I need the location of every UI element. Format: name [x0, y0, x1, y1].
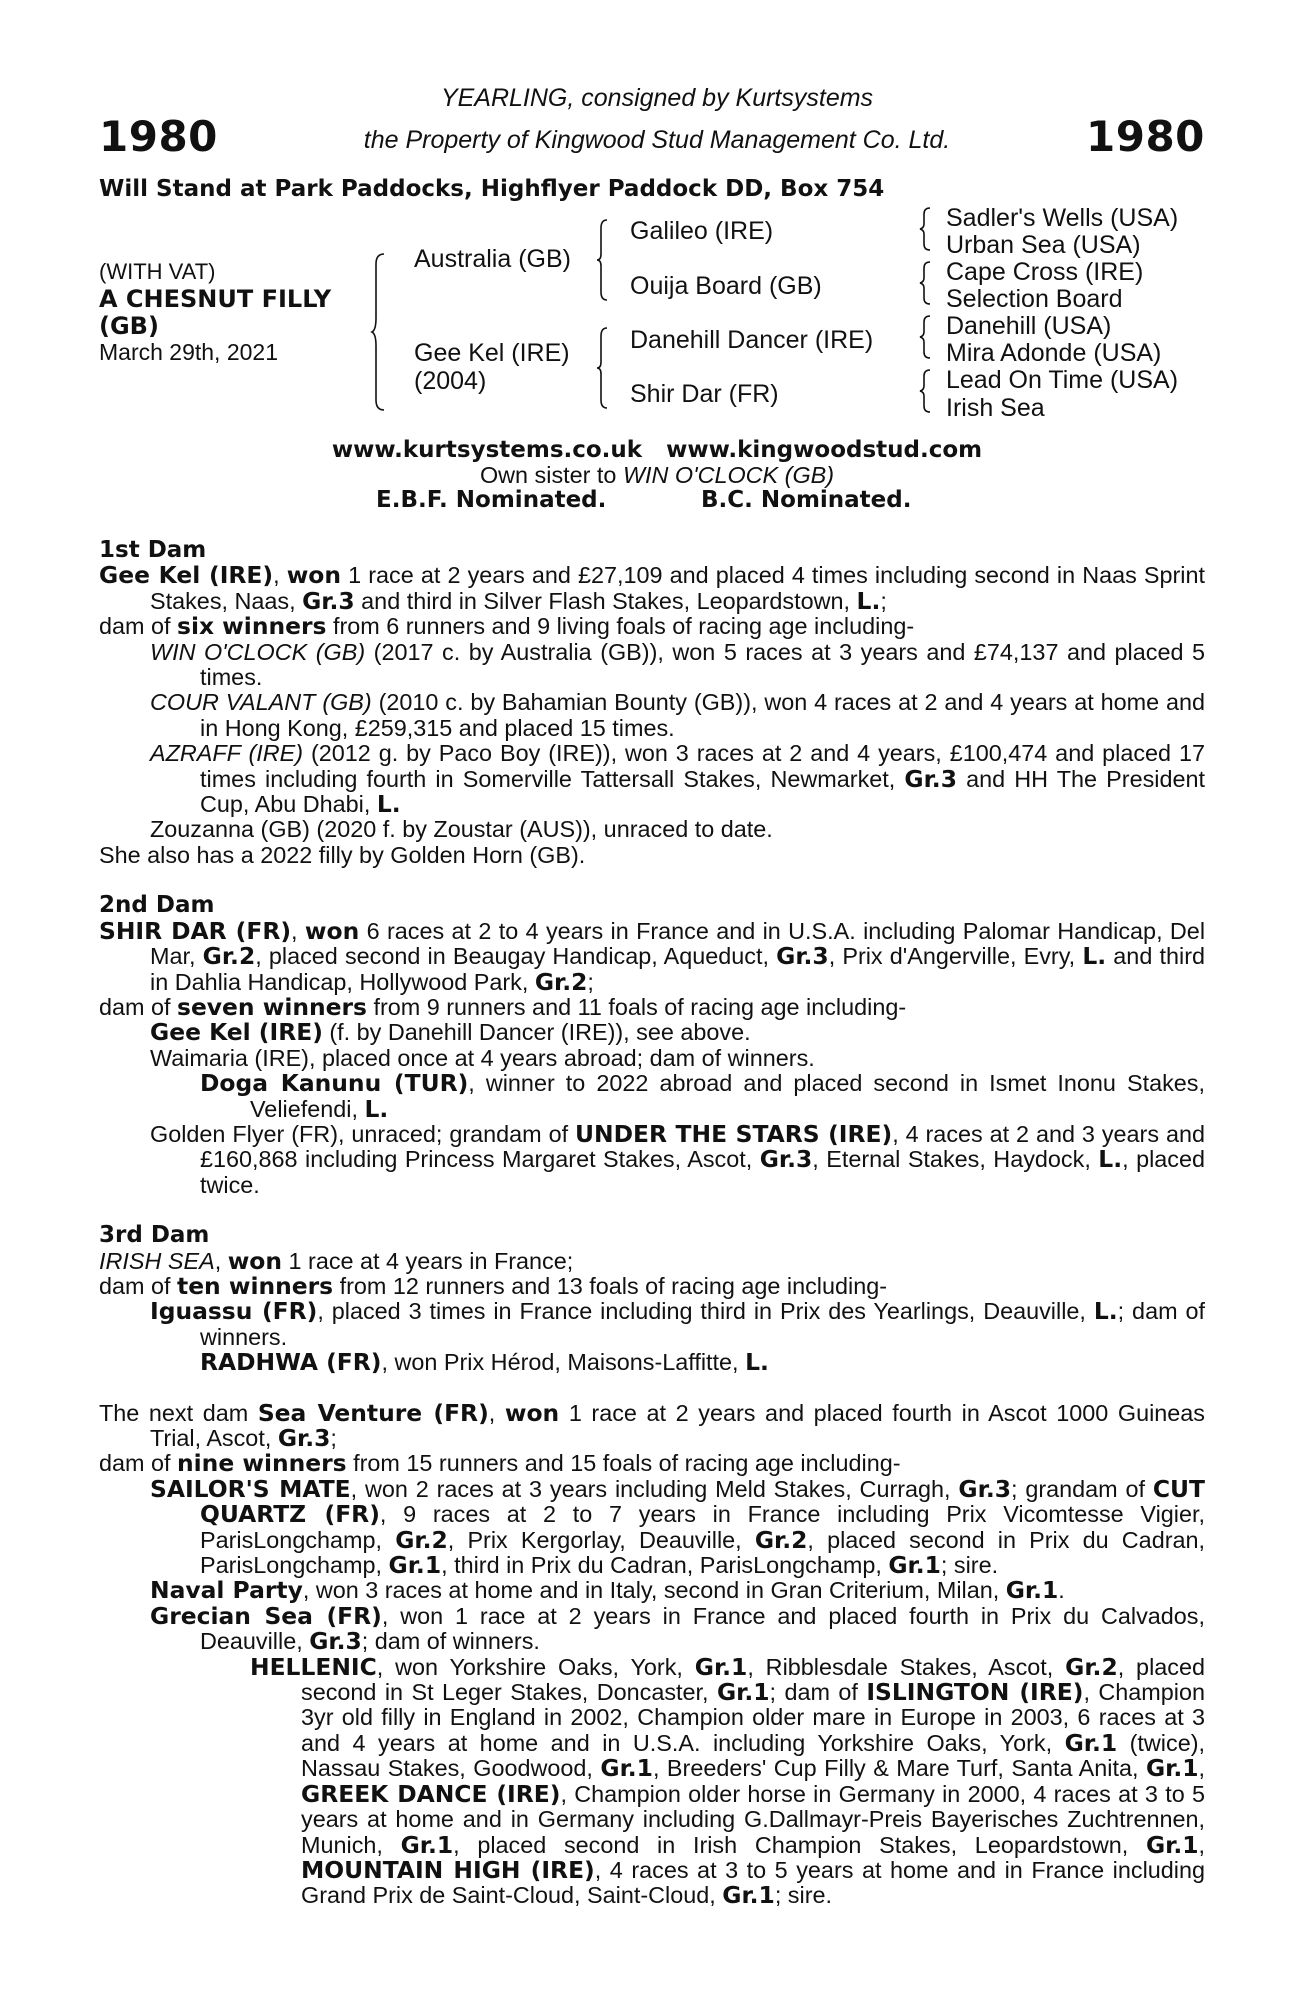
text-run: ,	[273, 562, 287, 589]
next-dam-record	[99, 1398, 1206, 1452]
text-run: 1 race at 2 years and placed fourth in Ascot 1000 Guineas Trial, Ascot,	[150, 1399, 1206, 1451]
bold-run: L.	[856, 586, 881, 615]
text-run: ; grandam of	[1010, 1475, 1153, 1502]
bold-run: Gr.1	[722, 1881, 775, 1910]
italic-run: IRISH SEA	[99, 1247, 215, 1274]
text-run: , placed twice.	[200, 1146, 1205, 1198]
text-run: , 4 races at 3 to 5 years at home and in France including Grand Prix de Saint-Cloud, Saint-Cloud,	[301, 1856, 1206, 1909]
italic-run: AZRAFF (IRE)	[150, 740, 304, 767]
bold-run: Grecian Sea (FR)	[150, 1601, 382, 1630]
bold-run: Gr.2	[202, 942, 256, 971]
text-run: , won 1 race at 2 years in France and placed fourth in Prix du Calvados, Deauville,	[200, 1602, 1205, 1655]
text-run: , 9 races at 2 to 7 years in France including Prix Vicomtesse Vigier, ParisLongchamp,	[200, 1501, 1205, 1553]
text-run: ; sire.	[940, 1552, 999, 1579]
bold-run: Sea Venture (FR)	[257, 1398, 489, 1427]
text-run: , Prix Kergorlay, Deauville,	[447, 1526, 755, 1553]
text-run: , won 2 races at 3 years including Meld Stakes, Curragh,	[350, 1475, 959, 1502]
text-run: and third in Dahlia Handicap, Hollywood Park,	[150, 943, 1205, 995]
second-dam-heading: 2nd Dam	[99, 892, 215, 919]
bold-run: RADHWA (FR)	[200, 1348, 382, 1377]
grand-sire-2: Cape Cross (IRE)	[946, 258, 1144, 286]
bold-run: seven winners	[177, 992, 367, 1021]
produce-grecian-sea	[99, 1601, 1205, 1656]
bold-run: SHIR DAR (FR)	[99, 916, 292, 945]
text-run: , 4 races at 2 and 3 years and £160,868 including Princess Margaret Stakes, Ascot,	[200, 1120, 1205, 1173]
bold-run: L.	[745, 1348, 769, 1377]
third-dam-produce-summary	[99, 1271, 1205, 1300]
first-dam-record	[99, 563, 1205, 614]
own-sister-line	[0, 462, 1314, 489]
produce-doga-kanunu	[99, 1071, 1205, 1122]
text-run: from 15 runners and 15 foals of racing age including-	[346, 1450, 901, 1477]
text-run: (f. by Danehill Dancer (IRE)), see above.	[322, 1019, 751, 1046]
bc-nominated: B.C. Nominated.	[701, 487, 912, 513]
italic-run: WIN O'CLOCK (GB)	[150, 638, 366, 665]
bold-run: Gr.1	[1064, 1728, 1118, 1757]
text-run: dam of	[99, 613, 178, 640]
text-run: ; sire.	[774, 1882, 832, 1909]
produce-waimaria	[99, 1046, 1205, 1071]
produce-sailors-mate	[99, 1474, 1206, 1580]
text-run: The next dam	[99, 1399, 258, 1426]
first-dam-produce-summary	[99, 614, 1205, 639]
bold-run: SAILOR'S MATE	[150, 1474, 351, 1503]
text-run: (2010 c. by Bahamian Bounty (GB)), won 4 races at 2 and 4 years at home and in Hong Kong, £259,315 and placed 15 times.	[200, 689, 1205, 741]
bold-run: HELLENIC	[250, 1652, 377, 1681]
bold-run: Gr.1	[388, 1551, 442, 1580]
next-dam-produce-summary	[99, 1451, 1205, 1476]
bold-run: Gr.1	[1145, 1754, 1199, 1783]
sire-sire-name: Galileo (IRE)	[630, 217, 774, 245]
bold-run: Gr.1	[1145, 1830, 1199, 1859]
bold-run: Gr.2	[754, 1525, 808, 1554]
dam-sire-name: Danehill Dancer (IRE)	[630, 326, 874, 354]
consignment-line: YEARLING, consigned by Kurtsystems	[440, 84, 874, 112]
pedigree-bracket-g4	[920, 368, 934, 414]
own-sister-prefix: Own sister to	[479, 462, 623, 488]
text-run: ,	[214, 1247, 228, 1274]
text-run: , placed second in St Leger Stakes, Doncaster,	[301, 1653, 1205, 1706]
bold-run: Gr.1	[1005, 1576, 1059, 1605]
bold-run: UNDER THE STARS (IRE)	[575, 1119, 893, 1148]
horse-name-line1: A CHESNUT FILLY	[99, 285, 332, 313]
text-run: ;	[880, 587, 887, 614]
text-run: , won Yorkshire Oaks, York,	[376, 1653, 695, 1680]
produce-azraff	[99, 741, 1205, 817]
produce-naval-party	[99, 1578, 1205, 1603]
grand-dam-1: Urban Sea (USA)	[946, 231, 1141, 259]
text-run: ,	[488, 1399, 505, 1426]
text-run: (2017 c. by Australia (GB)), won 5 races at 3 years and £74,137 and placed 5 times.	[200, 638, 1205, 691]
text-run: , Eternal Stakes, Haydock,	[812, 1146, 1099, 1173]
pedigree-bracket-main	[372, 252, 392, 412]
pedigree-bracket-g2	[920, 260, 934, 306]
text-run: , won 3 races at home and in Italy, second in Gran Criterium, Milan,	[302, 1577, 1006, 1604]
bold-run: Gr.3	[302, 586, 355, 615]
pedigree-bracket-g1	[920, 206, 934, 252]
text-run: dam of	[99, 1450, 178, 1477]
text-run: ; dam of	[769, 1679, 867, 1706]
bold-run: Gr.3	[277, 1424, 331, 1452]
website-links: www.kurtsystems.co.uk www.kingwoodstud.com	[331, 437, 983, 463]
pedigree-bracket-g3	[920, 314, 934, 360]
produce-zouzanna	[99, 817, 1205, 842]
dam-name: Gee Kel (IRE)	[414, 339, 570, 367]
text-run: , Champion older horse in Germany in 2000, 4 races at 3 to 5 years at home and in Germany including G.Dallmayr-Preis Bayerisches Zuchtrennen, Munich,	[301, 1780, 1205, 1858]
bold-run: L.	[364, 1094, 389, 1123]
grand-sire-3: Danehill (USA)	[946, 312, 1112, 340]
sire-name: Australia (GB)	[414, 245, 571, 273]
bold-run: Gr.2	[395, 1525, 448, 1554]
text-run: ;	[330, 1425, 337, 1451]
text-run: , placed second in Beaugay Handicap, Aqueduct,	[255, 943, 777, 970]
lot-number-left: 1980	[99, 112, 218, 161]
text-run: dam of	[99, 1272, 178, 1299]
bold-run: six winners	[177, 612, 327, 641]
produce-iguassu	[99, 1299, 1205, 1350]
bold-run: Gr.2	[1065, 1652, 1118, 1681]
text-run: ;	[587, 968, 594, 995]
text-run: 1 race at 4 years in France;	[282, 1247, 574, 1274]
produce-hellenic	[99, 1652, 1206, 1910]
produce-golden-flyer	[99, 1119, 1205, 1198]
text-run: from 9 runners and 11 foals of racing age including-	[366, 993, 907, 1020]
sire-dam-name: Ouija Board (GB)	[630, 272, 822, 300]
bold-run: Gr.3	[958, 1474, 1011, 1503]
text-run: 1 race at 2 years and £27,109 and placed 4 times including second in Naas Sprint Stakes, Naas,	[150, 562, 1205, 614]
own-sister-name: WIN O'CLOCK (GB)	[622, 462, 835, 488]
bold-run: won	[304, 916, 360, 945]
bold-run: Gee Kel (IRE)	[99, 561, 274, 590]
property-line: the Property of Kingwood Stud Management Co. Ltd.	[363, 126, 951, 154]
catalogue-text	[99, 538, 1205, 1909]
produce-gee-kel	[99, 1020, 1205, 1045]
text-run: dam of	[99, 993, 178, 1020]
grand-dam-4: Irish Sea	[946, 394, 1045, 422]
dam-dam-name: Shir Dar (FR)	[630, 380, 779, 408]
grand-sire-4: Lead On Time (USA)	[946, 366, 1179, 394]
bold-run: L.	[1093, 1297, 1118, 1326]
text-run: She also has a 2022 filly by Golden Horn (GB).	[99, 841, 586, 868]
bold-run: Gr.3	[759, 1145, 813, 1174]
text-run: , winner to 2022 abroad and placed second in Ismet Inonu Stakes, Veliefendi,	[250, 1070, 1205, 1122]
bold-run: Gr.1	[600, 1754, 653, 1783]
text-run: Zouzanna (GB) (2020 f. by Zoustar (AUS)), unraced to date.	[150, 816, 773, 843]
text-run: ; dam of winners.	[200, 1298, 1205, 1350]
grand-dam-2: Selection Board	[946, 285, 1123, 313]
second-dam-produce-summary	[99, 992, 1205, 1021]
ebf-nominated: E.B.F. Nominated.	[376, 487, 607, 513]
text-run: and third in Silver Flash Stakes, Leopardstown,	[354, 587, 857, 614]
bold-run: L.	[1082, 942, 1107, 971]
grand-dam-3: Mira Adonde (USA)	[946, 339, 1162, 367]
third-dam-record	[99, 1246, 1205, 1275]
pedigree-bracket-dam	[597, 326, 613, 410]
bold-run: won	[504, 1398, 560, 1427]
text-run: Golden Flyer (FR), unraced; grandam of	[150, 1120, 575, 1147]
stabling-line: Will Stand at Park Paddocks, Highflyer Paddock DD, Box 754	[99, 176, 885, 202]
grand-sire-1: Sadler's Wells (USA)	[946, 204, 1179, 232]
italic-run: COUR VALANT (GB)	[150, 689, 372, 716]
bold-run: nine winners	[177, 1449, 347, 1478]
bold-run: Gr.3	[309, 1627, 362, 1656]
text-run: , third in Prix du Cadran, ParisLongchamp,	[441, 1552, 889, 1579]
lot-number-right: 1980	[1086, 112, 1205, 161]
text-run: .	[1058, 1577, 1065, 1604]
text-run: (2012 g. by Paco Boy (IRE)), won 3 races at 2 and 4 years, £100,474 and placed 17 times including fourth in Somerville Tattersall Stakes, Newmarket,	[200, 740, 1205, 792]
text-run: from 12 runners and 13 foals of racing age including-	[333, 1272, 888, 1299]
text-run: 6 races at 2 to 4 years in France and in U.S.A. including Palomar Handicap, Del Mar,	[150, 917, 1206, 970]
text-run: ; dam of winners.	[361, 1628, 540, 1655]
bold-run: Gr.2	[534, 967, 588, 996]
dam-year: (2004)	[414, 367, 487, 395]
bold-run: L.	[1098, 1145, 1123, 1174]
text-run: , won Prix Hérod, Maisons-Laffitte,	[381, 1349, 746, 1376]
bold-run: Gr.1	[400, 1830, 454, 1859]
text-run: from 6 runners and 9 living foals of racing age including-	[326, 613, 915, 640]
text-run: , Breeders' Cup Filly & Mare Turf, Santa Anita,	[652, 1755, 1146, 1782]
bold-run: GREEK DANCE (IRE)	[301, 1779, 561, 1808]
bold-run: won	[227, 1246, 283, 1275]
produce-cour-valant	[99, 690, 1205, 741]
bold-run: CUT QUARTZ (FR)	[200, 1474, 1206, 1529]
third-dam-heading: 3rd Dam	[99, 1222, 210, 1249]
bold-run: Doga Kanunu (TUR)	[200, 1069, 469, 1098]
text-run: ,	[1198, 1831, 1205, 1858]
bold-run: ISLINGTON (IRE)	[866, 1678, 1084, 1707]
bold-run: Gr.1	[888, 1551, 941, 1580]
text-run: ,	[1198, 1755, 1205, 1782]
text-run: Waimaria (IRE), placed once at 4 years abroad; dam of winners.	[150, 1044, 815, 1071]
foaling-date: March 29th, 2021	[99, 339, 279, 365]
bold-run: Iguassu (FR)	[150, 1297, 318, 1326]
produce-2022-filly	[99, 843, 1205, 868]
text-run: , placed second in Prix du Cadran, ParisLongchamp,	[200, 1526, 1206, 1579]
first-dam-heading: 1st Dam	[99, 537, 207, 563]
bold-run: Gr.1	[694, 1652, 748, 1681]
bold-run: Gr.3	[776, 942, 829, 971]
bold-run: Gr.3	[904, 764, 957, 793]
text-run: , Prix d'Angerville, Evry,	[828, 943, 1083, 970]
text-run: , Ribblesdale Stakes, Ascot,	[747, 1653, 1066, 1680]
text-run: (twice), Nassau Stakes, Goodwood,	[301, 1729, 1205, 1782]
bold-run: Naval Party	[150, 1576, 303, 1605]
bold-run: Gee Kel (IRE)	[150, 1018, 323, 1047]
second-dam-record	[99, 916, 1206, 996]
bold-run: ten winners	[177, 1271, 334, 1300]
bold-run: MOUNTAIN HIGH (IRE)	[301, 1855, 595, 1884]
bold-run: Gr.1	[716, 1678, 770, 1707]
text-run: ,	[291, 917, 305, 944]
pedigree-bracket-sire	[597, 218, 613, 302]
text-run: , Champion 3yr old filly in England in 2002, Champion older mare in Europe in 2003, 6 races at 3 and 4 years at home and in U.S.A. including Yorkshire Oaks, York,	[301, 1679, 1205, 1756]
produce-win-oclock	[99, 640, 1205, 691]
bold-run: L.	[376, 790, 401, 819]
bold-run: won	[286, 561, 342, 590]
text-run: , placed 3 times in France including third in Prix des Yearlings, Deauville,	[317, 1298, 1094, 1325]
text-run: , placed second in Irish Champion Stakes, Leopardstown,	[453, 1831, 1146, 1858]
vat-note: (WITH VAT)	[99, 259, 216, 284]
horse-name-line2: (GB)	[99, 312, 159, 340]
text-run: and HH The President Cup, Abu Dhabi,	[200, 765, 1205, 818]
produce-radhwa	[99, 1350, 1205, 1375]
